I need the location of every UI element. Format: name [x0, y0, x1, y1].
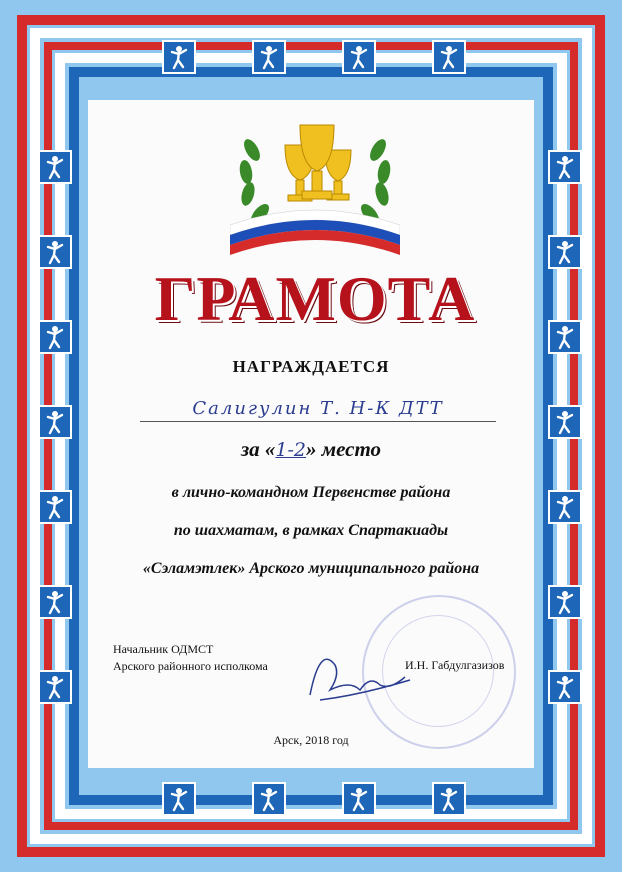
cycling-icon: [252, 782, 286, 816]
place-prefix: за «: [240, 437, 276, 461]
body-line-1: в лично-командном Первенстве района: [171, 484, 451, 501]
body-line-2: по шахматам, в рамках Спартакиады: [173, 522, 449, 539]
shooting-icon: [342, 782, 376, 816]
gymnast-icon: [252, 40, 286, 74]
signatory-title-line2: Арского районного исполкома: [113, 659, 268, 673]
archery-icon: [548, 585, 582, 619]
long-jump-icon: [38, 670, 72, 704]
trophy-icon: [342, 40, 376, 74]
trophy-emblem: [230, 110, 400, 260]
weightlifting-over-head-icon: [548, 150, 582, 184]
place-value: 1-2: [275, 439, 306, 461]
jump-rope-icon: [548, 320, 582, 354]
swimming-icon: [38, 235, 72, 269]
signatory-name: И.Н. Габдулгазизов: [405, 658, 505, 672]
skating-icon: [432, 782, 466, 816]
recipient-underline: [140, 421, 496, 422]
jumping-icon: [38, 320, 72, 354]
weightlifting-icon: [38, 405, 72, 439]
certificate-title: ГРАМОТА: [154, 263, 476, 334]
signatory-title-line1: Начальник ОДМСТ: [113, 642, 214, 656]
running-icon: [38, 150, 72, 184]
skiing-icon: [38, 585, 72, 619]
gymnastics-ribbon-icon: [162, 40, 196, 74]
basketball-icon: [548, 235, 582, 269]
rhythmic-gymnast-icon: [432, 40, 466, 74]
place-line: [0, 437, 622, 462]
javelin-icon: [548, 670, 582, 704]
place-suffix: » место: [306, 437, 382, 461]
gymnast-ball-icon: [38, 490, 72, 524]
skating-icon: [548, 490, 582, 524]
body-line-3: «Сэламэтлек» Арского муниципального района: [142, 560, 480, 577]
handwritten-signature: [300, 640, 420, 710]
recipient-name: Салигулин Т. Н-К ДТТ: [192, 398, 444, 419]
date-line: Арск, 2018 год: [273, 733, 349, 747]
weightlifting-icon: [548, 405, 582, 439]
volleyball-icon: [162, 782, 196, 816]
signatory-title: [113, 641, 268, 675]
awarded-label: НАГРАЖДАЕТСЯ: [232, 357, 390, 376]
